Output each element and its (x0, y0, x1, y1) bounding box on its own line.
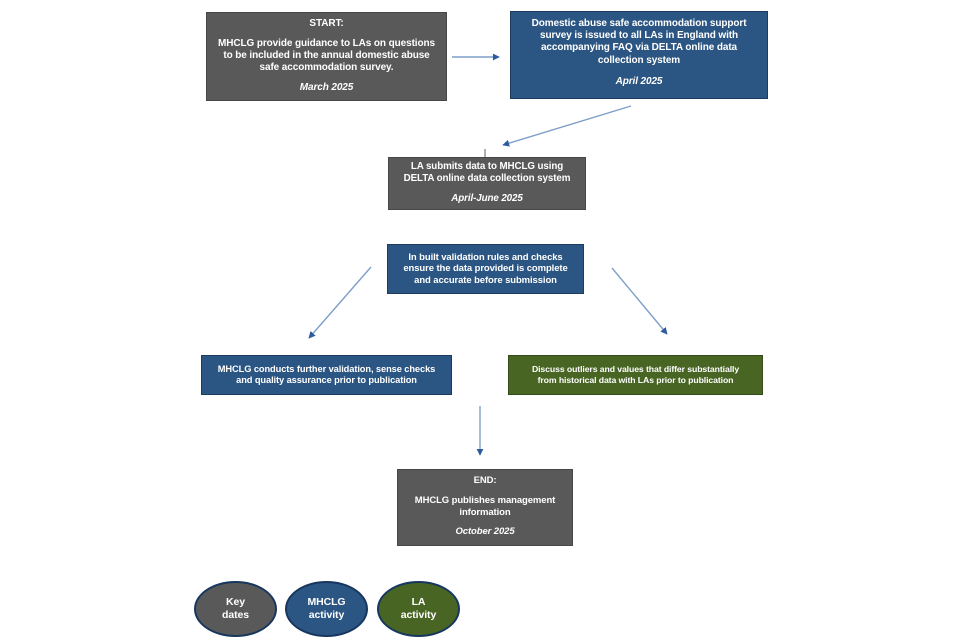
start-box-title: START: (309, 18, 344, 29)
discuss-outliers-box: Discuss outliers and values that differ substantially from historical data with LAs prior to publication (508, 355, 763, 395)
legend-mhclg-activity: MHCLG activity (285, 581, 368, 637)
survey-issued-body: Domestic abuse safe accommodation support survey is issued to all LAs in England with accompanying FAQ via DELTA online data collection system (531, 18, 747, 66)
la-submits-body: LA submits data to MHCLG using DELTA online data collection system (403, 161, 571, 184)
start-box (206, 12, 447, 101)
arrow-survey-to-la-submits (503, 106, 631, 145)
end-box-title: END: (473, 475, 497, 486)
legend-key-dates: Key dates (194, 581, 277, 637)
end-box-body: MHCLG publishes management information (414, 494, 556, 518)
survey-issued-date: April 2025 (615, 75, 663, 87)
start-box-date: March 2025 (299, 81, 354, 93)
validation-box: In built validation rules and checks ensure the data provided is complete and accurate before submission (387, 244, 584, 294)
survey-issued-box (510, 11, 768, 99)
arrow-validation-to-discuss-outliers (612, 268, 667, 334)
start-box-body: MHCLG provide guidance to LAs on questions to be included in the annual domestic abuse safe accommodation survey. (218, 37, 435, 74)
la-submits-date: April-June 2025 (451, 193, 523, 205)
arrow-validation-to-mhclg-validation (309, 267, 371, 338)
la-submits-box (388, 157, 586, 210)
end-box-date: October 2025 (455, 526, 515, 538)
end-box (397, 469, 573, 546)
mhclg-validation-box: MHCLG conducts further validation, sense checks and quality assurance prior to publication (201, 355, 452, 395)
legend-la-activity: LA activity (377, 581, 460, 637)
